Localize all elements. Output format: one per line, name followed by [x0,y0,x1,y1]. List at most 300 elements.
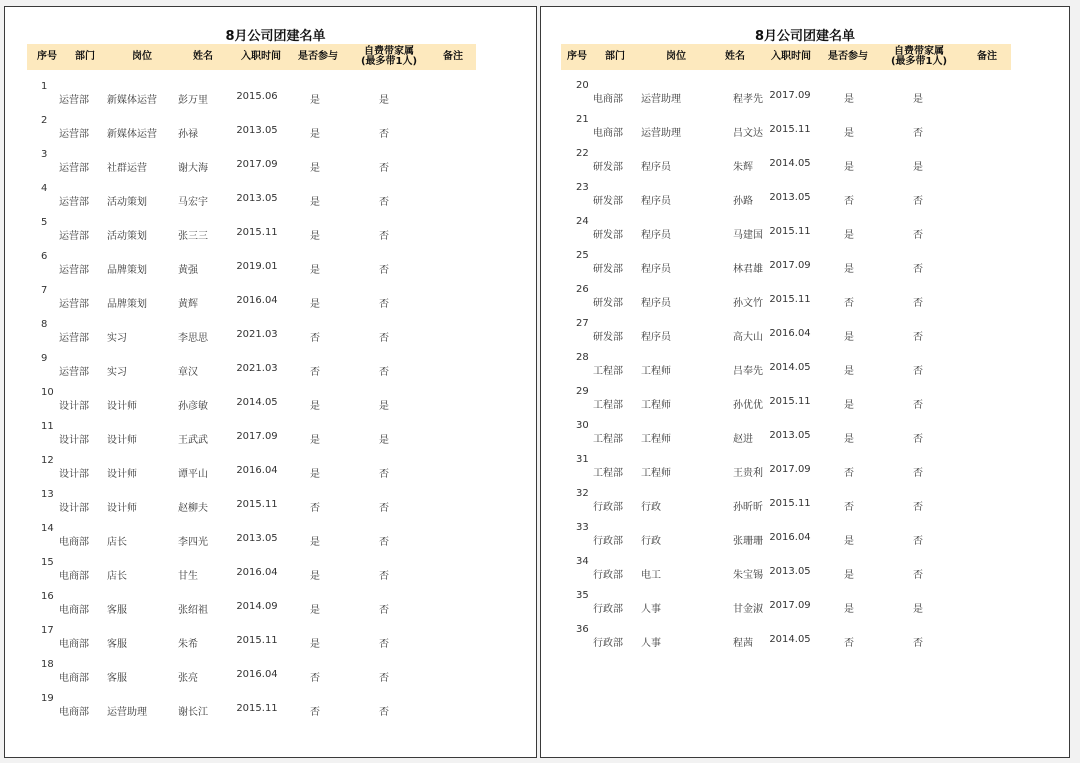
row-participate: 是 [310,163,320,174]
row-seq: 6 [41,251,48,262]
row-dept: 行政部 [593,638,623,649]
row-position: 行政 [641,502,661,513]
row-seq: 14 [41,523,54,534]
table-row [5,625,536,659]
row-participate: 是 [844,94,854,105]
row-join-date: 2019.01 [236,261,278,272]
row-name: 谭平山 [178,469,208,480]
row-join-date: 2021.03 [236,329,278,340]
row-participate: 是 [310,435,320,446]
row-dept: 电商部 [59,571,89,582]
table-header [561,44,1011,70]
row-join-date: 2016.04 [236,295,278,306]
row-dept: 行政部 [593,536,623,547]
row-participate: 是 [310,469,320,480]
row-name: 朱希 [178,639,198,650]
row-dept: 设计部 [59,469,89,480]
row-join-date: 2015.11 [769,124,811,135]
row-name: 张珊珊 [733,536,763,547]
table-row [541,250,1069,284]
row-position: 人事 [641,638,661,649]
row-name: 赵柳夫 [178,503,208,514]
row-seq: 34 [576,556,589,567]
header-remark: 备注 [977,51,997,62]
row-join-date: 2014.05 [769,362,811,373]
row-name: 朱辉 [733,162,753,173]
row-seq: 31 [576,454,589,465]
row-family: 否 [379,503,389,514]
row-dept: 工程部 [593,434,623,445]
row-seq: 23 [576,182,589,193]
header-name: 姓名 [193,51,213,62]
row-name: 马建国 [733,230,763,241]
row-name: 孙彦敏 [178,401,208,412]
row-position: 设计师 [107,401,137,412]
table-row [541,624,1069,658]
header-family [349,44,429,70]
header-family-line2: (最多带1人) [360,56,418,67]
row-participate: 否 [844,468,854,479]
row-participate: 否 [310,503,320,514]
row-position: 人事 [641,604,661,615]
row-name: 甘金淑 [733,604,763,615]
row-dept: 行政部 [593,570,623,581]
row-dept: 运营部 [59,231,89,242]
row-family: 否 [913,298,923,309]
row-name: 朱宝锡 [733,570,763,581]
table-row [541,114,1069,148]
row-family: 否 [379,707,389,718]
table-row [5,489,536,523]
row-participate: 否 [844,638,854,649]
header-dept: 部门 [605,51,625,62]
row-name: 章汉 [178,367,198,378]
row-seq: 2 [41,115,48,126]
row-participate: 是 [310,639,320,650]
row-participate: 否 [310,673,320,684]
row-name: 张绍祖 [178,605,208,616]
row-name: 赵进 [733,434,753,445]
table-row [5,149,536,183]
row-family: 否 [913,536,923,547]
row-seq: 22 [576,148,589,159]
row-participate: 是 [844,230,854,241]
row-participate: 是 [310,401,320,412]
row-dept: 行政部 [593,604,623,615]
row-name: 高大山 [733,332,763,343]
row-position: 设计师 [107,435,137,446]
row-seq: 30 [576,420,589,431]
row-participate: 是 [844,604,854,615]
row-name: 张三三 [178,231,208,242]
row-participate: 是 [844,400,854,411]
header-name: 姓名 [725,51,745,62]
row-participate: 是 [310,299,320,310]
table-row [5,217,536,251]
row-join-date: 2017.09 [236,159,278,170]
header-dept: 部门 [75,51,95,62]
row-seq: 18 [41,659,54,670]
row-position: 实习 [107,333,127,344]
header-family-line1: 自费带家属 [894,46,944,57]
row-position: 工程师 [641,468,671,479]
row-family: 否 [913,570,923,581]
row-dept: 电商部 [59,605,89,616]
row-join-date: 2017.09 [769,260,811,271]
row-position: 程序员 [641,162,671,173]
row-position: 运营助理 [641,94,681,105]
row-seq: 15 [41,557,54,568]
row-name: 程茜 [733,638,753,649]
row-family: 否 [379,197,389,208]
row-position: 客服 [107,673,127,684]
row-seq: 5 [41,217,48,228]
row-dept: 电商部 [59,707,89,718]
table-row [5,659,536,693]
row-family: 否 [379,299,389,310]
row-family: 是 [379,435,389,446]
row-family: 否 [913,264,923,275]
row-family: 否 [913,400,923,411]
row-seq: 32 [576,488,589,499]
header-family-line2: (最多带1人) [890,56,948,67]
row-join-date: 2016.04 [236,669,278,680]
row-family: 否 [379,673,389,684]
table-row [5,115,536,149]
row-dept: 工程部 [593,468,623,479]
row-participate: 否 [310,333,320,344]
row-participate: 是 [844,332,854,343]
row-participate: 是 [310,265,320,276]
table-row [541,488,1069,522]
table-row [5,455,536,489]
row-dept: 研发部 [593,162,623,173]
row-position: 客服 [107,605,127,616]
row-position: 程序员 [641,264,671,275]
row-position: 社群运营 [107,163,147,174]
row-family: 否 [913,638,923,649]
row-name: 程孝先 [733,94,763,105]
row-position: 工程师 [641,366,671,377]
header-seq: 序号 [37,51,57,62]
row-dept: 设计部 [59,401,89,412]
row-position: 行政 [641,536,661,547]
row-participate: 是 [310,129,320,140]
row-participate: 是 [844,128,854,139]
row-position: 店长 [107,571,127,582]
header-position: 岗位 [132,51,152,62]
row-join-date: 2013.05 [769,566,811,577]
table-row [541,420,1069,454]
table-row [541,284,1069,318]
row-dept: 运营部 [59,265,89,276]
row-participate: 否 [844,196,854,207]
header-join-date: 入职时间 [241,51,281,62]
row-name: 甘生 [178,571,198,582]
row-family: 否 [379,129,389,140]
row-family: 否 [913,332,923,343]
row-seq: 33 [576,522,589,533]
row-seq: 35 [576,590,589,601]
row-dept: 电商部 [593,128,623,139]
table-row [541,556,1069,590]
row-family: 否 [379,231,389,242]
row-family: 否 [913,196,923,207]
row-seq: 17 [41,625,54,636]
table-row [5,387,536,421]
table-row [5,557,536,591]
row-join-date: 2013.05 [769,192,811,203]
row-position: 程序员 [641,196,671,207]
row-seq: 9 [41,353,48,364]
row-name: 孙禄 [178,129,198,140]
row-dept: 工程部 [593,400,623,411]
row-family: 否 [913,128,923,139]
row-participate: 是 [844,366,854,377]
header-join-date: 入职时间 [771,51,811,62]
row-position: 设计师 [107,503,137,514]
row-dept: 研发部 [593,230,623,241]
row-position: 运营助理 [641,128,681,139]
row-seq: 25 [576,250,589,261]
row-join-date: 2015.11 [236,635,278,646]
row-position: 程序员 [641,332,671,343]
row-join-date: 2014.05 [236,397,278,408]
row-join-date: 2015.11 [769,396,811,407]
row-participate: 是 [310,95,320,106]
row-family: 否 [379,333,389,344]
row-seq: 16 [41,591,54,602]
row-seq: 13 [41,489,54,500]
row-join-date: 2016.04 [236,465,278,476]
row-position: 电工 [641,570,661,581]
table-row [541,148,1069,182]
row-seq: 28 [576,352,589,363]
row-seq: 8 [41,319,48,330]
row-join-date: 2015.11 [769,294,811,305]
row-participate: 否 [310,707,320,718]
row-join-date: 2016.04 [769,328,811,339]
table-row [541,318,1069,352]
row-name: 张亮 [178,673,198,684]
row-family: 否 [379,571,389,582]
row-position: 品牌策划 [107,299,147,310]
row-position: 程序员 [641,230,671,241]
table-row [541,386,1069,420]
header-participate: 是否参与 [828,51,868,62]
row-name: 王武武 [178,435,208,446]
row-family: 是 [913,604,923,615]
row-dept: 运营部 [59,367,89,378]
row-dept: 设计部 [59,435,89,446]
row-dept: 设计部 [59,503,89,514]
row-position: 新媒体运营 [107,129,157,140]
row-dept: 行政部 [593,502,623,513]
table-row [541,454,1069,488]
table-header [27,44,476,70]
table-row [541,522,1069,556]
row-join-date: 2015.11 [769,498,811,509]
row-seq: 3 [41,149,48,160]
row-position: 客服 [107,639,127,650]
row-family: 否 [379,265,389,276]
header-family [879,44,959,70]
row-join-date: 2013.05 [236,193,278,204]
row-dept: 研发部 [593,196,623,207]
row-participate: 是 [844,162,854,173]
row-seq: 27 [576,318,589,329]
row-join-date: 2017.09 [769,90,811,101]
row-name: 黄辉 [178,299,198,310]
row-family: 否 [379,163,389,174]
row-family: 否 [913,230,923,241]
row-name: 谢长江 [178,707,208,718]
row-position: 活动策划 [107,231,147,242]
row-participate: 否 [844,502,854,513]
row-join-date: 2021.03 [236,363,278,374]
table-row [5,353,536,387]
row-position: 运营助理 [107,707,147,718]
row-position: 新媒体运营 [107,95,157,106]
row-join-date: 2017.09 [769,600,811,611]
row-seq: 24 [576,216,589,227]
table-row [5,319,536,353]
row-name: 李思思 [178,333,208,344]
row-participate: 是 [310,197,320,208]
row-seq: 12 [41,455,54,466]
row-family: 否 [379,367,389,378]
row-family: 否 [913,366,923,377]
row-participate: 是 [310,231,320,242]
row-participate: 否 [844,298,854,309]
row-name: 孙优优 [733,400,763,411]
table-row [5,591,536,625]
row-participate: 是 [310,537,320,548]
row-name: 李四光 [178,537,208,548]
table-row [5,693,536,727]
row-seq: 26 [576,284,589,295]
row-join-date: 2016.04 [236,567,278,578]
row-participate: 是 [844,570,854,581]
row-name: 马宏宇 [178,197,208,208]
row-name: 孙路 [733,196,753,207]
row-join-date: 2014.09 [236,601,278,612]
table-row [5,285,536,319]
row-participate: 是 [310,571,320,582]
header-participate: 是否参与 [298,51,338,62]
row-join-date: 2014.05 [769,158,811,169]
row-join-date: 2017.09 [769,464,811,475]
row-dept: 电商部 [59,639,89,650]
row-dept: 研发部 [593,264,623,275]
table-row [5,183,536,217]
row-name: 王贵利 [733,468,763,479]
row-family: 否 [379,605,389,616]
row-position: 工程师 [641,400,671,411]
row-join-date: 2016.04 [769,532,811,543]
header-seq: 序号 [567,51,587,62]
table-row [5,421,536,455]
table-row [5,81,536,115]
sheet-title: 8月公司团建名单 [225,29,326,44]
table-row [541,352,1069,386]
row-dept: 电商部 [59,537,89,548]
row-dept: 运营部 [59,299,89,310]
row-seq: 4 [41,183,48,194]
row-join-date: 2015.11 [236,227,278,238]
row-seq: 36 [576,624,589,635]
row-family: 是 [379,95,389,106]
row-join-date: 2015.11 [236,499,278,510]
row-name: 黄强 [178,265,198,276]
header-position: 岗位 [666,51,686,62]
row-join-date: 2015.06 [236,91,278,102]
row-participate: 是 [844,434,854,445]
row-join-date: 2015.11 [236,703,278,714]
row-name: 孙昕昕 [733,502,763,513]
row-join-date: 2013.05 [236,533,278,544]
row-family: 是 [913,94,923,105]
table-row [5,523,536,557]
row-position: 店长 [107,537,127,548]
sheet-page-1 [4,6,537,758]
row-family: 否 [913,434,923,445]
row-join-date: 2015.11 [769,226,811,237]
row-name: 吕奉先 [733,366,763,377]
row-participate: 是 [310,605,320,616]
row-family: 否 [913,468,923,479]
row-join-date: 2013.05 [769,430,811,441]
row-dept: 运营部 [59,129,89,140]
row-position: 实习 [107,367,127,378]
table-row [5,251,536,285]
header-remark: 备注 [443,51,463,62]
row-seq: 10 [41,387,54,398]
row-family: 否 [913,502,923,513]
row-name: 孙文竹 [733,298,763,309]
row-position: 工程师 [641,434,671,445]
row-join-date: 2014.05 [769,634,811,645]
row-seq: 19 [41,693,54,704]
row-dept: 电商部 [593,94,623,105]
row-position: 程序员 [641,298,671,309]
row-dept: 运营部 [59,163,89,174]
row-participate: 是 [844,536,854,547]
header-family-line1: 自费带家属 [364,46,414,57]
row-dept: 研发部 [593,298,623,309]
row-dept: 电商部 [59,673,89,684]
row-family: 否 [379,639,389,650]
row-name: 彭万里 [178,95,208,106]
row-position: 活动策划 [107,197,147,208]
row-dept: 研发部 [593,332,623,343]
table-row [541,216,1069,250]
row-dept: 工程部 [593,366,623,377]
row-seq: 1 [41,81,48,92]
row-join-date: 2017.09 [236,431,278,442]
row-family: 是 [379,401,389,412]
row-dept: 运营部 [59,95,89,106]
row-seq: 29 [576,386,589,397]
sheet-page-2 [540,6,1070,758]
table-row [541,590,1069,624]
row-seq: 20 [576,80,589,91]
row-family: 否 [379,469,389,480]
row-seq: 7 [41,285,48,296]
row-participate: 否 [310,367,320,378]
row-participate: 是 [844,264,854,275]
table-row [541,80,1069,114]
